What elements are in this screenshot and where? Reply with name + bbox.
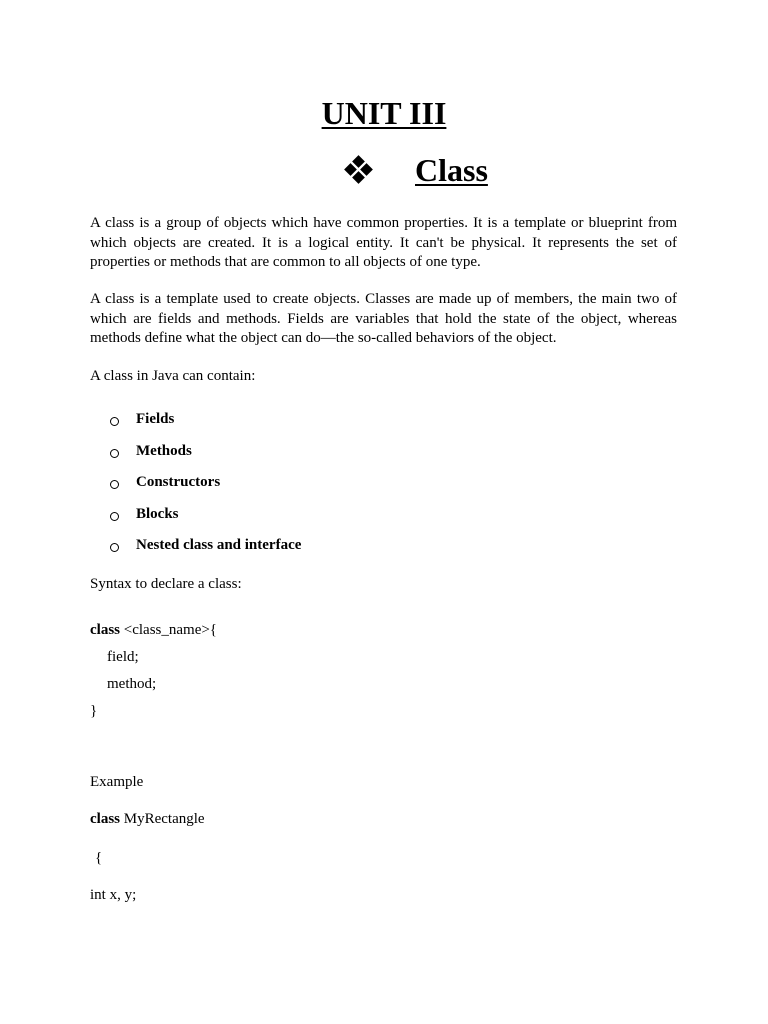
- list-item: [110, 472, 301, 504]
- unit-title-text: UNIT III: [321, 95, 447, 131]
- example-field-line: int x, y;: [90, 887, 137, 903]
- syntax-declaration: [90, 620, 217, 640]
- class-members-list: [110, 409, 301, 567]
- section-heading-text: Class: [415, 152, 488, 188]
- syntax-close-brace: }: [90, 703, 98, 719]
- list-item-label: Methods: [136, 442, 192, 459]
- class-name-placeholder: <class_name>{: [120, 622, 218, 638]
- four-diamond-icon: [344, 155, 374, 185]
- list-item-label: Constructors: [136, 474, 221, 490]
- circle-bullet-icon: [110, 480, 119, 489]
- list-item: [110, 409, 301, 441]
- paragraph-template: A class is a template used to create objects. Classes are made up of members, the main two of which are fields and methods. Fields are variables that hold the state of the object, whereas methods define what the object can do—the so-called behaviors of the object.: [90, 291, 677, 346]
- list-item: [110, 535, 301, 567]
- paragraph-definition: A class is a group of objects which have common properties. It is a template or blueprint from which objects are created. It is a logical entity. It can't be physical. It represents the set of properties or methods that are common to all objects of one type.: [90, 215, 677, 270]
- circle-bullet-icon: [110, 543, 119, 552]
- syntax-field-line: field;: [107, 649, 139, 665]
- circle-bullet-icon: [110, 449, 119, 458]
- syntax-intro: Syntax to declare a class:: [90, 576, 242, 592]
- example-label: Example: [90, 774, 144, 790]
- syntax-method-line: method;: [107, 676, 157, 692]
- class-keyword: class: [90, 811, 120, 827]
- example-declaration: [90, 809, 205, 829]
- list-item-label: Fields: [136, 411, 175, 427]
- section-heading: [344, 150, 488, 190]
- class-keyword: class: [90, 622, 120, 638]
- unit-title: [0, 94, 768, 132]
- list-item-label: Nested class and interface: [136, 537, 302, 553]
- list-item: [110, 441, 301, 473]
- example-class-name: MyRectangle: [120, 811, 205, 827]
- list-item: [110, 504, 301, 536]
- circle-bullet-icon: [110, 417, 119, 426]
- list-item-label: Blocks: [136, 505, 179, 522]
- paragraph-contents-intro: A class in Java can contain:: [90, 368, 256, 384]
- example-open-brace: {: [95, 850, 103, 866]
- circle-bullet-icon: [110, 512, 119, 521]
